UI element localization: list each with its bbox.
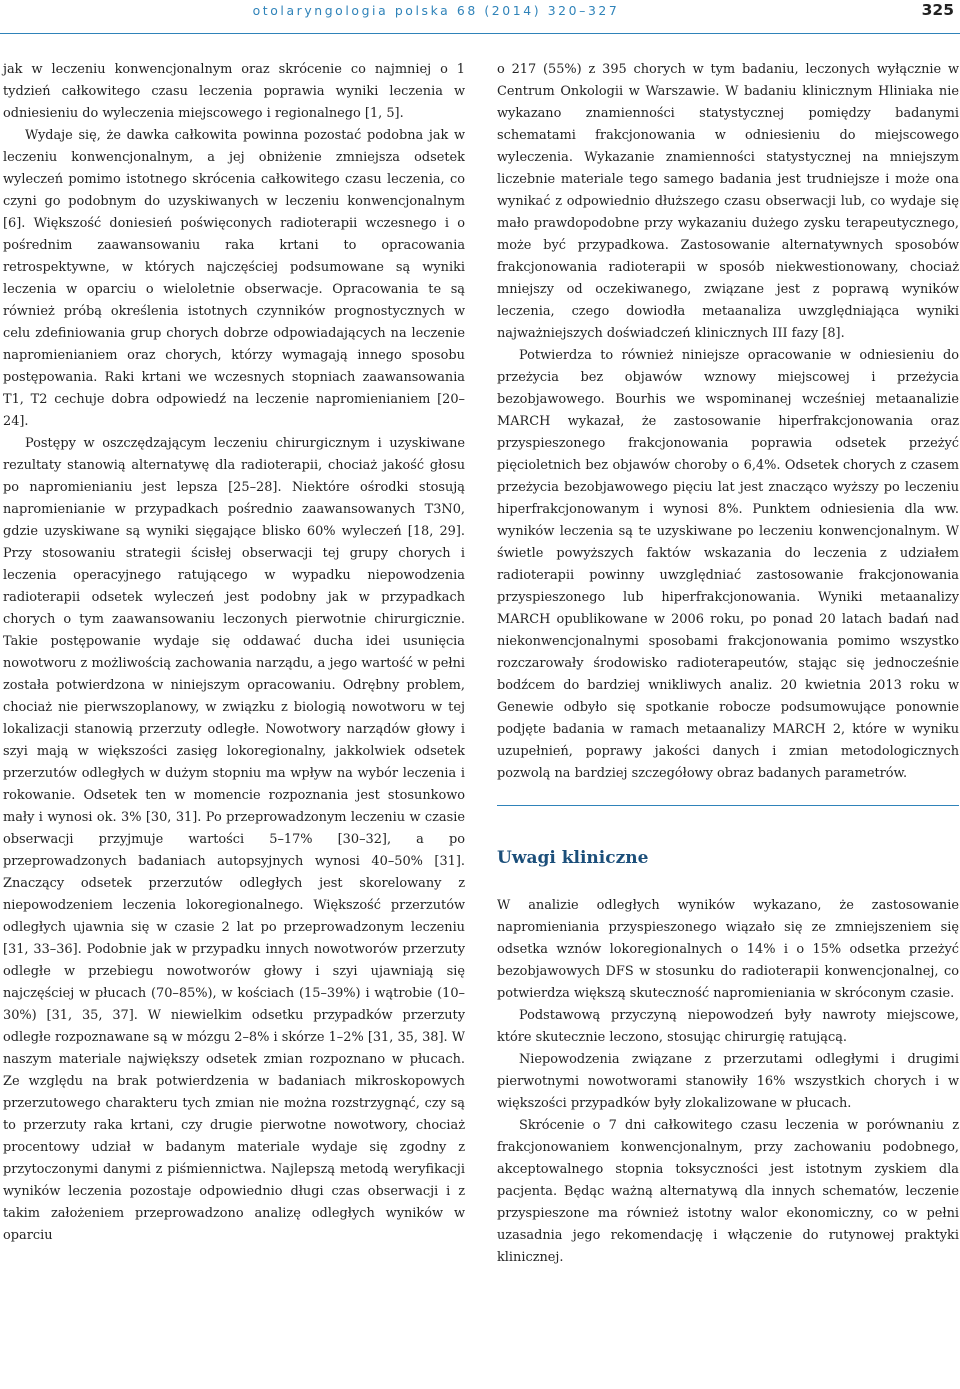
paragraph: Niepowodzenia związane z przerzutami odległymi i drugimi pierwotnymi nowotworami stanowiły 16% wszystkich chorych i w większości przypadków były zlokalizowane w płucach. — [497, 1052, 959, 1111]
section-heading: Uwagi kliniczne — [497, 848, 649, 868]
page-number: 325 — [921, 1, 954, 19]
paragraph: o 217 (55%) z 395 chorych w tym badaniu, leczonych wyłącznie w Centrum Onkologii w Warszawie. W badaniu klinicznym Hliniaka nie wykazano znamienności statystycznej pomiędzy badanymi schematami frakcjonowania w odniesieniu do miejscowego wyleczenia. Wykazanie znamienności statystycznej na mniejszym liczebnie materiale tego samego badania jest trudniejsze i może ona wynikać z odpowiednio dłuższego czasu obserwacji lub, co wydaje się mało prawdopodobne przy wykazaniu dużego zysku terapeutycznego, może być przypadkowa. Zastosowanie alternatywnych sposobów frakcjonowania radioterapii w sposób niekwestionowany, chociaż mniejszy od oczekiwanego, związane jest z poprawą wyników leczenia, czego dowiodła metaanaliza uwzględniająca wyniki najważniejszych doświadczeń klinicznych III fazy [8]. — [497, 62, 959, 341]
header-rule — [0, 33, 960, 34]
page-header — [0, 0, 960, 34]
paragraph: Postępy w oszczędzającym leczeniu chirurgicznym i uzyskiwane rezultaty stanowią alternatywę dla radioterapii, chociaż jakość głosu po napromienianiu jest lepsza [25–28]. Niektóre ośrodki stosują napromienianie w przypadkach pośrednio zaawansowanych T3N0, gdzie uzyskiwane są wyniki sięgające blisko 60% wyleczeń [18, 29]. Przy stosowaniu strategii ścisłej obserwacji tej grupy chorych i leczenia operacyjnego ratującego w wypadku niepowodzenia radioterapii odsetek wyleczeń jest podobny jak w przypadkach chorych o tym zaawansowaniu leczonych pierwotnie chirurgicznie. Takie postępowanie wydaje się oddawać ducha idei usunięcia nowotworu z możliwością zachowania narządu, a jego wartość w pełni została potwierdzona w niniejszym opracowaniu. Odrębny problem, chociaż nie pierwszoplanowy, w związku z biologią nowotworu w tej lokalizacji stanowią przerzuty odległe. Nowotwory narządów głowy i szyi mają w większości zasięg lokoregionalny, jakkolwiek odsetek przerzutów odległych w dużym stopniu ma wpływ na wybór leczenia i rokowanie. Odsetek ten w momencie rozpoznania jest stosunkowo mały i wynosi ok. 3% [30, 31]. Po przeprowadzonym leczeniu w czasie obserwacji przyjmuje wartości 5–17% [30–32], a po przeprowadzonych badaniach autopsyjnych wynosi 40–50% [31]. Znaczący odsetek przerzutów odległych jest skorelowany z niepowodzeniem leczenia lokoregionalnego. Większość przerzutów odległych ujawnia się w czasie 2 lat po przeprowadzonym leczeniu [31, 33–36]. Podobnie jak w przypadku innych nowotworów przerzuty odległe w przebiegu nowotworów głowy i szyi ujawniają się najczęściej w płucach (70–85%), w kościach (15–39%) i wątrobie (10–30%) [31, 35, 37]. W niewielkim odsetku przypadków przerzuty odległe rozpoznawane są w mózgu 2–8% i skórze 1–2% [31, 35, 38]. W naszym materiale największy odsetek zmian rozpoznano w płucach. Ze względu na brak potwierdzenia w badaniach mikroskopowych przerzutowego charakteru tych zmian nie można rozstrzygnąć, czy są to przerzuty raka krtani, czy drugie pierwotne nowotwory, chociaż procentowy udział w badanym materiale wydaje się zgodny z przytoczonymi danymi z piśmiennictwa. Najlepszą metodą weryfikacji wyników leczenia pozostaje odpowiednio długi czas obserwacji i z takim założeniem przeprowadzono analizę odległych wyników w oparciu — [3, 436, 465, 1243]
right-column — [497, 59, 959, 1269]
left-column — [3, 59, 465, 1247]
paragraph: Wydaje się, że dawka całkowita powinna pozostać podobna jak w leczeniu konwencjonalnym, a jej obniżenie zmniejsza odsetek wyleczeń pomimo istotnego skrócenia całkowitego czasu leczenia, co czyni go podobnym do uzyskiwanych w leczeniu konwencjonalnym [6]. Większość doniesień poświęconych radioterapii wczesnego i o pośrednim zaawansowaniu raka krtani to opracowania retrospektywne, w których najczęściej podsumowane są wyniki leczenia w oparciu o wieloletnie obserwacje. Opracowania te są również próbą określenia istotnych czynników prognostycznych w celu zdefiniowania grup chorych dobrze odpowiadających na leczenie napromienianiem oraz chorych, którzy wymagają innego sposobu postępowania. Raki krtani we wczesnych stopniach zaawansowania T1, T2 cechuje dobra odpowiedź na leczenie napromienianiem [20–24]. — [3, 128, 465, 429]
journal-running-head: otolaryngologia polska 68 (2014) 320–327 — [252, 3, 620, 18]
paragraph: Skrócenie o 7 dni całkowitego czasu leczenia w porównaniu z frakcjonowaniem konwencjonalnym, przy zachowaniu podobnego, akceptowalnego stopnia toksyczności jest istotnym zyskiem dla pacjenta. Będąc ważną alternatywą dla innych schematów, leczenie przyspieszone ma również istotny walor ekonomiczny, co w pełni uzasadnia jego rekomendację i włączenie do rutynowej praktyki klinicznej. — [497, 1118, 959, 1265]
paragraph: Podstawową przyczyną niepowodzeń były nawroty miejscowe, które skutecznie leczono, stosując chirurgię ratującą. — [497, 1008, 959, 1045]
section-divider — [497, 805, 959, 806]
paragraph: jak w leczeniu konwencjonalnym oraz skrócenie co najmniej o 1 tydzień całkowitego czasu leczenia poprawia wyniki leczenia w odniesieniu do wyleczenia miejscowego i regionalnego [1, 5]. — [3, 62, 465, 121]
paragraph: W analizie odległych wyników wykazano, że zastosowanie napromieniania przyspieszonego wiązało się ze zmniejszeniem się odsetka wznów lokoregionalnych o 14% i o 15% odsetka przeżyć bezobjawowych DFS w stosunku do radioterapii konwencjonalnej, co potwierdza większą skuteczność napromieniania w skróconym czasie. — [497, 898, 959, 1001]
paragraph: Potwierdza to również niniejsze opracowanie w odniesieniu do przeżycia bez objawów wznowy miejscowej i przeżycia bezobjawowego. Bourhis we wspominanej wcześniej metaanalizie MARCH wykazał, że zastosowanie hiperfrakcjonowania oraz przyspieszonego frakcjonowania poprawia odsetek przeżyć pięcioletnich bez objawów choroby o 6,4%. Odsetek chorych z czasem przeżycia bezobjawowego pięciu lat jest znacząco wyższy po leczeniu hiperfrakcjonowanym i wynosi 8%. Punktem odniesienia dla ww. wyników leczenia są te uzyskiwane po leczeniu konwencjonalnym. W świetle powyższych faktów wskazania do leczenia z udziałem radioterapii powinny uwzględniać zastosowanie frakcjonowania przyspieszonego lub hiperfrakcjonowania. Wyniki metaanalizy MARCH opublikowane w 2006 roku, po ponad 20 latach badań nad niekonwencjonalnymi sposobami frakcjonowania pomimo wszystko rozczarowały środowisko radioterapeutów, stając się jednocześnie bodźcem do bardziej wnikliwych analiz. 20 kwietnia 2013 roku w Genewie odbyło się spotkanie robocze podsumowujące ponownie podjęte badania w ramach metaanalizy MARCH 2, które w wyniku uzupełnień, poprawy jakości danych i zmian metodologicznych pozwolą na bardziej szczegółowy obraz badanych parametrów. — [497, 348, 959, 781]
